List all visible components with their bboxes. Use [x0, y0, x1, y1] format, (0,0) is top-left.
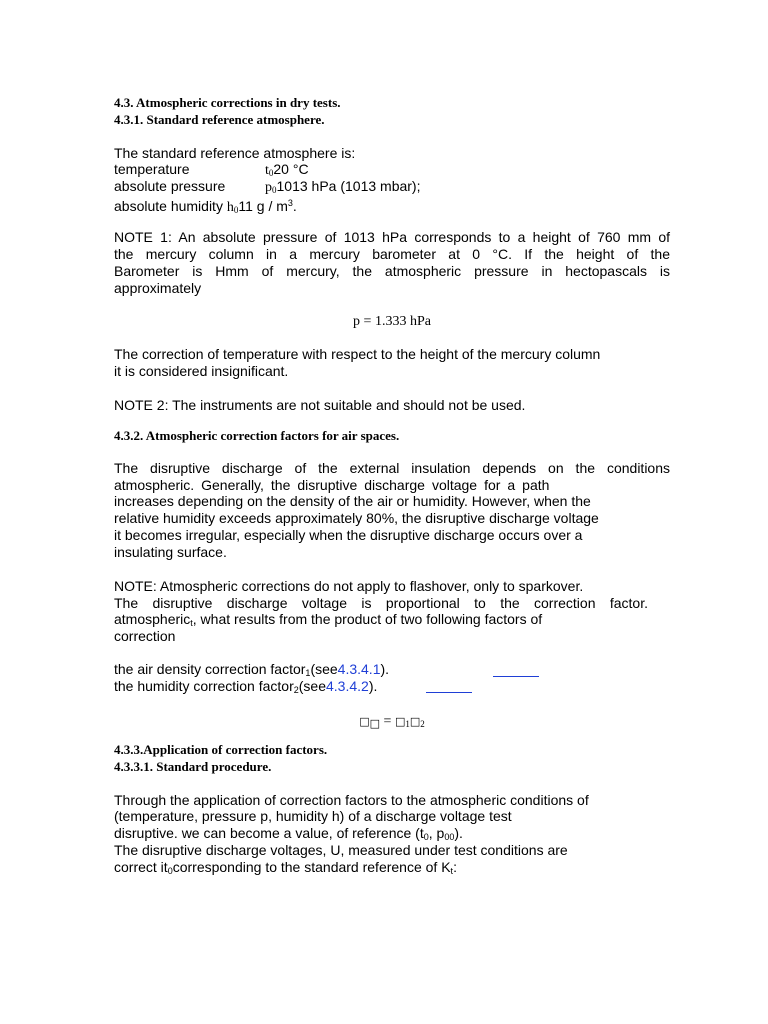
humidity-value: $h_011$ g / $m^3$. — [226, 198, 297, 215]
heading-4-3-3-1: 4.3.3.1. Standard procedure. — [114, 759, 272, 774]
humidity-label: absolute humidity — [114, 198, 223, 214]
humidity-factor-line: the humidity correction factor$_2$(see4.3.4.2). — [114, 678, 378, 695]
note1-line: approximately — [114, 280, 202, 296]
note1-line: NOTE 1: An absolute pressure of 1013 hPa corresponds to a height of 760 mm of — [114, 229, 670, 245]
heading-4-3-2: 4.3.2. Atmospheric correction factors for air spaces. — [114, 428, 400, 443]
disruptive-para-line: insulating surface. — [114, 544, 227, 560]
procedure-line: (temperature, pressure p, humidity h) of a discharge voltage test — [114, 808, 512, 824]
disruptive-para-line: atmospheric. Generally, the disruptive discharge voltage for a path — [114, 477, 550, 493]
proportional-line: The disruptive discharge voltage is proportional to the correction factor. — [114, 595, 648, 611]
pressure-label: absolute pressure — [114, 178, 226, 194]
disruptive-para-line: increases depending on the density of the air or humidity. However, when the — [114, 493, 591, 509]
air-density-factor-line: the air density correction factor$_1$(see4.3.4.1). — [114, 661, 390, 678]
heading-4-3-3: 4.3.3.Application of correction factors. — [114, 742, 328, 757]
note1-line: the mercury column in a mercury barometer at 0 °C. If the height of the — [114, 246, 670, 262]
link-underline[interactable] — [426, 692, 472, 693]
heading-4-3-1: 4.3.1. Standard reference atmosphere. — [114, 112, 325, 127]
procedure-line: disruptive. we can become a value, of reference ($t_0$, $p_{00}$). — [114, 825, 463, 842]
note1-line: Barometer is Hmm of mercury, the atmospheric pressure in hectopascals is — [114, 263, 670, 279]
proportional-line-3: correction — [114, 628, 176, 644]
procedure-line: The disruptive discharge voltages, U, measured under test conditions are — [114, 842, 568, 858]
std-intro: The standard reference atmosphere is: — [114, 145, 356, 161]
temp-correction-line: The correction of temperature with respect to the height of the mercury column — [114, 346, 601, 362]
temperature-label: temperature — [114, 161, 190, 177]
humidity-row — [114, 195, 670, 219]
link-underline[interactable] — [493, 676, 539, 677]
temperature-row — [114, 161, 670, 178]
disruptive-para-line: The disruptive discharge of the external insulation depends on the conditions — [114, 460, 670, 476]
link-4-3-4-1[interactable]: 4.3.4.1 — [337, 661, 381, 677]
temperature-value: $t_020$ °C — [265, 161, 309, 178]
link-4-3-4-2[interactable]: 4.3.4.2 — [326, 678, 369, 694]
disruptive-para-line: relative humidity exceeds approximately 80%, the disruptive discharge voltage — [114, 510, 599, 526]
note2: NOTE 2: The instruments are not suitable and should not be used. — [114, 397, 526, 413]
procedure-line: Through the application of correction factors to the atmospheric conditions of — [114, 792, 589, 808]
disruptive-para-line: it becomes irregular, especially when the disruptive discharge occurs over a — [114, 527, 583, 543]
procedure-line: correct $it_0corresponding$ to the standard reference of $K_t$: — [114, 859, 457, 876]
temp-correction-line: it is considered insignificant. — [114, 363, 289, 379]
formula-pressure: p = 1.333 hPa — [353, 314, 431, 329]
heading-4-3: 4.3. Atmospheric corrections in dry tests. — [114, 95, 341, 110]
pressure-value: $p_01013$ hPa (1013 mbar); — [265, 178, 421, 195]
formula-k: □□ = $□_1□_2$ — [359, 714, 425, 730]
proportional-line-2: atmospheric$_t$, what results from the product of two following factors of — [114, 611, 543, 628]
pressure-row — [114, 178, 670, 195]
note-flashover: NOTE: Atmospheric corrections do not apply to flashover, only to sparkover. — [114, 578, 584, 594]
